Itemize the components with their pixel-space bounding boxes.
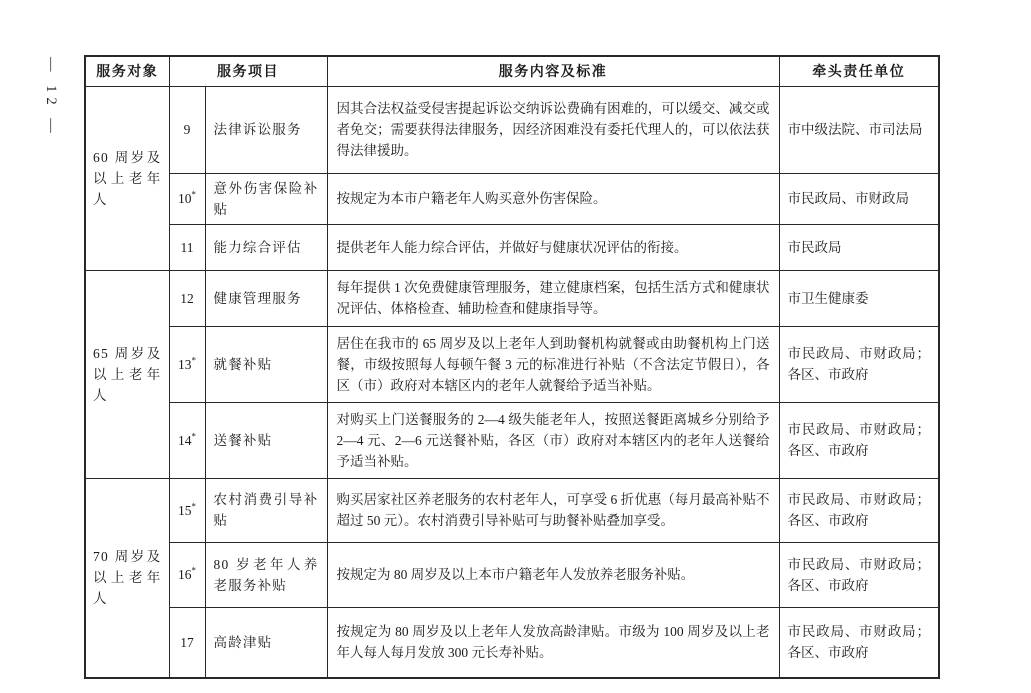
services-table xyxy=(84,55,940,679)
col-header-lead-unit: 牵头责任单位 xyxy=(779,56,939,86)
lead-unit: 市卫生健康委 xyxy=(779,270,939,326)
table-row xyxy=(85,224,939,270)
lead-unit: 市中级法院、市司法局 xyxy=(779,86,939,173)
service-item: 农村消费引导补贴 xyxy=(205,478,327,542)
row-number-value: 13 xyxy=(178,356,192,372)
row-number xyxy=(169,478,205,542)
service-content: 提供老年人能力综合评估，并做好与健康状况评估的衔接。 xyxy=(327,224,779,270)
service-item: 能力综合评估 xyxy=(205,224,327,270)
table-row xyxy=(85,542,939,607)
footnote-star: * xyxy=(191,431,196,441)
row-number-value: 10 xyxy=(178,191,192,206)
footnote-star: * xyxy=(191,355,196,365)
footnote-star: * xyxy=(191,189,196,200)
row-number xyxy=(169,270,205,326)
page-number: — 12 — xyxy=(43,57,59,138)
service-item: 法律诉讼服务 xyxy=(205,86,327,173)
row-number-value: 16 xyxy=(178,567,192,582)
row-number xyxy=(169,326,205,402)
row-number xyxy=(169,402,205,478)
service-content: 每年提供 1 次免费健康管理服务，建立健康档案，包括生活方式和健康状况评估、体格检查、辅助检查和健康指导等。 xyxy=(327,270,779,326)
service-target-group-65: 65 周岁及以上老年人 xyxy=(85,270,169,478)
table-row xyxy=(85,478,939,542)
col-header-service-item: 服务项目 xyxy=(169,56,327,86)
service-content: 因其合法权益受侵害提起诉讼交纳诉讼费确有困难的，可以缓交、减交或者免交；需要获得法律服务，因经济困难没有委托代理人的，可以依法获得法律援助。 xyxy=(327,86,779,173)
service-target-group-60: 60 周岁及以上老年人 xyxy=(85,86,169,270)
lead-unit: 市民政局、市财政局 xyxy=(779,173,939,224)
table-row xyxy=(85,326,939,402)
service-item: 80 岁老年人养老服务补贴 xyxy=(205,542,327,607)
row-number xyxy=(169,86,205,173)
table-header-row xyxy=(85,56,939,86)
lead-unit: 市民政局 xyxy=(779,224,939,270)
service-item: 高龄津贴 xyxy=(205,607,327,678)
row-number xyxy=(169,224,205,270)
col-header-service-target: 服务对象 xyxy=(85,56,169,86)
table-row xyxy=(85,86,939,173)
row-number-value: 17 xyxy=(180,634,194,650)
service-content: 购买居家社区养老服务的农村老年人，可享受 6 折优惠（每月最高补贴不超过 50 元）。农村消费引导补贴可与助餐补贴叠加享受。 xyxy=(327,478,779,542)
row-number-value: 12 xyxy=(180,290,194,306)
service-item: 意外伤害保险补贴 xyxy=(205,173,327,224)
service-content: 按规定为 80 周岁及以上本市户籍老年人发放养老服务补贴。 xyxy=(327,542,779,607)
table-row xyxy=(85,607,939,678)
service-item: 就餐补贴 xyxy=(205,326,327,402)
service-content: 按规定为 80 周岁及以上老年人发放高龄津贴。市级为 100 周岁及以上老年人每人每月发放 300 元长寿补贴。 xyxy=(327,607,779,678)
row-number xyxy=(169,542,205,607)
service-content: 对购买上门送餐服务的 2—4 级失能老年人，按照送餐距离城乡分别给予 2—4 元、2—6 元送餐补贴，各区（市）政府对本辖区内的老年人送餐给予适当补贴。 xyxy=(327,402,779,478)
service-content: 居住在我市的 65 周岁及以上老年人到助餐机构就餐或由助餐机构上门送餐，市级按照每人每顿午餐 3 元的标准进行补贴（不含法定节假日），各区（市）政府对本辖区内的老年人就餐给予适当补贴。 xyxy=(327,326,779,402)
service-content: 按规定为本市户籍老年人购买意外伤害保险。 xyxy=(327,173,779,224)
lead-unit: 市民政局、市财政局；各区、市政府 xyxy=(779,542,939,607)
footnote-star: * xyxy=(191,501,196,511)
table-row xyxy=(85,402,939,478)
col-header-service-content: 服务内容及标准 xyxy=(327,56,779,86)
service-target-group-70: 70 周岁及以上老年人 xyxy=(85,478,169,678)
table-row xyxy=(85,270,939,326)
row-number xyxy=(169,607,205,678)
service-item: 健康管理服务 xyxy=(205,270,327,326)
row-number-value: 15 xyxy=(178,502,192,518)
footnote-star: * xyxy=(191,565,196,576)
lead-unit: 市民政局、市财政局；各区、市政府 xyxy=(779,607,939,678)
lead-unit: 市民政局、市财政局；各区、市政府 xyxy=(779,478,939,542)
row-number-value: 11 xyxy=(180,239,194,255)
lead-unit: 市民政局、市财政局；各区、市政府 xyxy=(779,402,939,478)
row-number-value: 9 xyxy=(183,122,191,137)
service-item: 送餐补贴 xyxy=(205,402,327,478)
lead-unit: 市民政局、市财政局；各区、市政府 xyxy=(779,326,939,402)
row-number xyxy=(169,173,205,224)
row-number-value: 14 xyxy=(178,432,192,448)
table-row xyxy=(85,173,939,224)
